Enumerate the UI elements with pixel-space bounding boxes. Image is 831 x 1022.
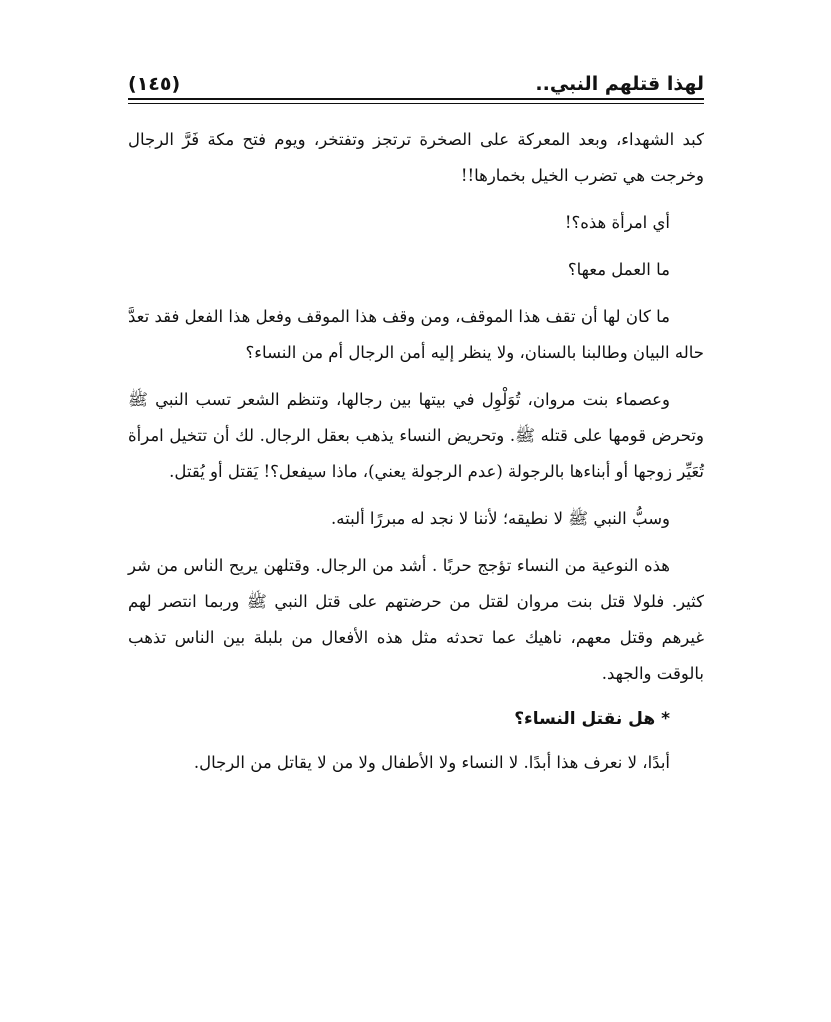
paragraph-7: هذه النوعية من النساء تؤجج حربًا . أشد من الرجال. وقتلهن يريح الناس من شر كثير. فلولا قتل بنت مروان لقتل من حرضتهم على قتل النبي ﷺ وربما انتصر لهم غيرهم وقتل معهم، ناهيك عما تحدثه مثل هذه الأفعال من بلبلة بين الناس تذهب بالوقت والجهد. bbox=[128, 556, 704, 683]
paragraph-2: أي امرأة هذه؟! bbox=[564, 213, 670, 232]
paragraph-3: ما العمل معها؟ bbox=[567, 260, 670, 279]
running-header bbox=[128, 60, 704, 98]
running-title: لهذا قتلهم النبي.. bbox=[535, 73, 704, 95]
page-number: (١٤٥) bbox=[128, 73, 181, 95]
heading-asterisk: * bbox=[661, 709, 670, 729]
final-paragraph: أبدًا، لا نعرف هذا أبدًا. لا النساء ولا الأطفال ولا من لا يقاتل من الرجال. bbox=[193, 753, 670, 772]
section-heading bbox=[128, 703, 704, 735]
book-page bbox=[128, 60, 704, 792]
paragraph-6: وسبُّ النبي ﷺ لا نطيقه؛ لأننا لا نجد له مبررًا ألبته. bbox=[331, 509, 670, 528]
section-heading-text: هل نقتل النساء؟ bbox=[514, 709, 656, 729]
paragraph-4: ما كان لها أن تقف هذا الموقف، ومن وقف هذا الموقف وفعل هذا الفعل فقد تعدَّ حاله البيان وطالبنا بالسنان، ولا ينظر إليه أمن الرجال أم من النساء؟ bbox=[128, 307, 704, 362]
body-text bbox=[128, 122, 704, 781]
paragraph-5: وعصماء بنت مروان، تُوَلْوِل في بيتها بين رجالها، وتنظم الشعر تسب النبي ﷺ وتحرض قومها على قتله ﷺ. وتحريض النساء يذهب بعقل الرجال. لك أن تتخيل امرأة تُعَيِّر زوجها أو أبناءها بالرجولة (عدم الرجولة يعني)، ماذا سيفعل؟! يَقتل أو يُقتل. bbox=[128, 390, 704, 481]
header-rule-thin bbox=[128, 103, 704, 104]
paragraph-1: كبد الشهداء، وبعد المعركة على الصخرة ترتجز وتفتخر، ويوم فتح مكة فَرَّ الرجال وخرجت هي تضرب الخيل بخمارها!! bbox=[128, 130, 704, 185]
header-rule-thick bbox=[128, 98, 704, 100]
